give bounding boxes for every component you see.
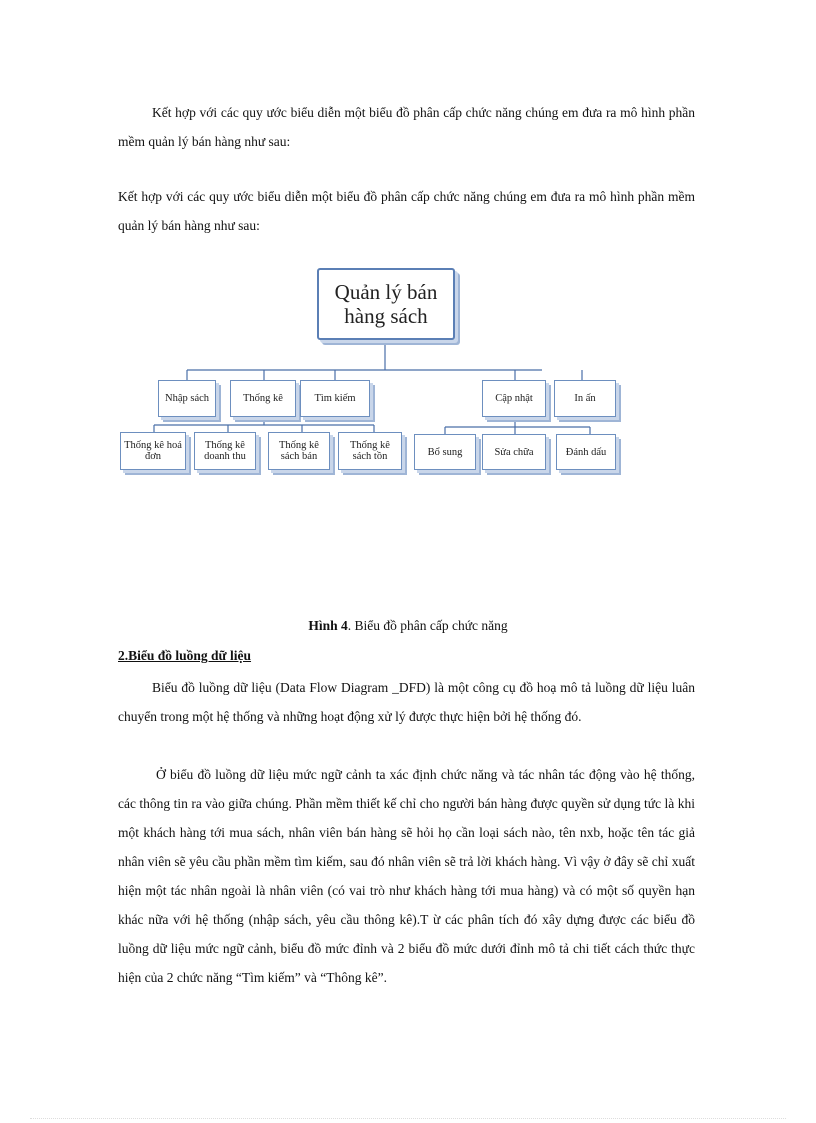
dfd-paragraph-1: Biểu đồ luồng dữ liệu (Data Flow Diagram _DFD) là một công cụ đồ hoạ mô tả luồng dữ liệu luân chuyển trong một hệ thống và những hoạt động xử lý được thực hiện bởi hệ thống đó. [118, 680, 695, 724]
figure-caption-text: . Biểu đồ phân cấp chức năng [347, 618, 508, 633]
node-tk-sach-ban: Thống kê sách bán [268, 432, 330, 470]
node-thong-ke: Thống kê [230, 380, 296, 417]
node-tk-doanh-thu: Thống kê doanh thu [194, 432, 256, 470]
intro-paragraph-1: Kết hợp với các quy ước biểu diễn một biểu đồ phân cấp chức năng chúng em đưa ra mô hình phần mềm quản lý bán hàng như sau: [118, 105, 695, 149]
node-root: Quản lý bán hàng sách [317, 268, 455, 340]
figure-caption-label: Hình 4 [308, 618, 348, 633]
node-cap-nhat: Cập nhật [482, 380, 546, 417]
node-bo-sung: Bổ sung [414, 434, 476, 470]
function-hierarchy-diagram [110, 262, 630, 482]
node-tim-kiem: Tìm kiếm [300, 380, 370, 417]
dfd-paragraph-2: Ở biểu đồ luồng dữ liệu mức ngữ cảnh ta xác định chức năng và tác nhân tác động vào hệ thống, các thông tin ra vào giữa chúng. Phần mềm thiết kế chỉ cho người bán hàng được quyền sử dụng tức là khi một khách hàng tới mua sách, nhân viên bán hàng sẽ hỏi họ cần loại sách nào, tên nxb, hoặc tên tác giả nhân viên sẽ yêu cầu phần mềm tìm kiếm, sau đó nhân viên sẽ trả lời khách hàng. Vì vậy ở đây sẽ chỉ xuất hiện một tác nhân ngoài là nhân viên (có vai trò như khách hàng tới mua hàng) và có một số quyền hạn khác nữa với hệ thống (nhập sách, yêu cầu thông kê).T ừ các phân tích đó xây dựng được các biểu đồ luồng dữ liệu mức ngữ cảnh, biểu đồ mức đỉnh và 2 biểu đồ mức dưới đỉnh mô tả chi tiết cách thức thực hiện của 2 chức năng “Tìm kiếm” và “Thông kê”. [118, 767, 695, 985]
node-danh-dau: Đánh dấu [556, 434, 616, 470]
page-bottom-rule [30, 1118, 786, 1119]
figure-caption [0, 618, 816, 634]
node-sua-chua: Sửa chữa [482, 434, 546, 470]
intro-paragraph-2: Kết hợp với các quy ước biểu diễn một biểu đồ phân cấp chức năng chúng em đưa ra mô hình phần mềm quản lý bán hàng như sau: [118, 189, 695, 233]
node-tk-hoa-don: Thống kê hoá đơn [120, 432, 186, 470]
section-heading: 2.Biểu đồ luồng dữ liệu [118, 648, 252, 663]
node-nhap-sach: Nhập sách [158, 380, 216, 417]
node-in-an: In ấn [554, 380, 616, 417]
node-tk-sach-ton: Thống kê sách tồn [338, 432, 402, 470]
